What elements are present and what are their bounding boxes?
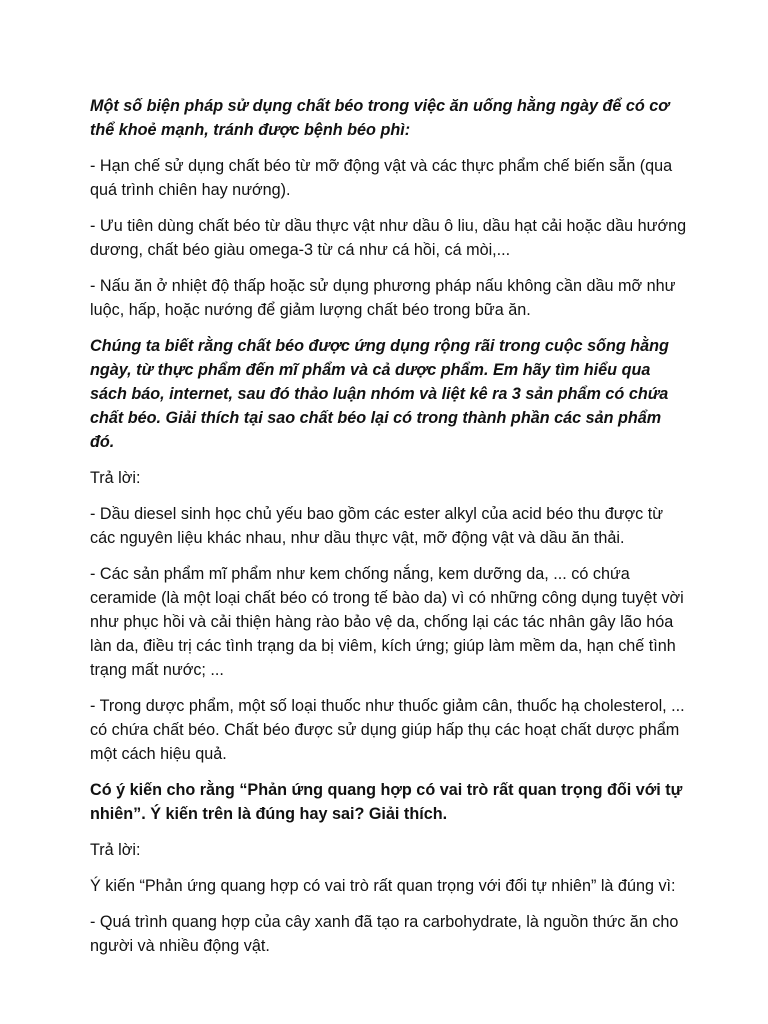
- heading-fat-usage-measures: Một số biện pháp sử dụng chất béo trong việc ăn uống hằng ngày để có cơ thể khoẻ mạnh, tránh được bệnh béo phì:: [90, 97, 670, 139]
- bullet-prefer-vegetable-oil: - Ưu tiên dùng chất béo từ dầu thực vật như dầu ô liu, dầu hạt cải hoặc dầu hướng dương, chất béo giàu omega-3 từ cá như cá hồi, cá mòi,...: [90, 217, 687, 259]
- answer-cosmetics: - Các sản phẩm mĩ phẩm như kem chống nắng, kem dưỡng da, ... có chứa ceramide (là một loại chất béo có trong tế bào da) vì có những công dụng tuyệt vời như phục hồi và cải thiện hàng rào bảo vệ da, chống lại các tác nhân gây lão hóa làn da, điều trị các tình trạng da bị viêm, kích ứng; giúp làm mềm da, hạn chế tình trạng mất nước; ...: [90, 565, 684, 679]
- answer-photosynthesis-carbohydrate: - Quá trình quang hợp của cây xanh đã tạo ra carbohydrate, là nguồn thức ăn cho người và nhiều động vật.: [90, 913, 679, 955]
- bullet-low-temperature-cooking: - Nấu ăn ở nhiệt độ thấp hoặc sử dụng phương pháp nấu không cần dầu mỡ như luộc, hấp, hoặc nướng để giảm lượng chất béo trong bữa ăn.: [90, 277, 676, 319]
- answer-photosynthesis-intro: Ý kiến “Phản ứng quang hợp có vai trò rất quan trọng với đối tự nhiên” là đúng vì:: [90, 877, 676, 895]
- answer-pharmaceuticals: - Trong dược phẩm, một số loại thuốc như thuốc giảm cân, thuốc hạ cholesterol, ... có chứa chất béo. Chất béo được sử dụng giúp hấp thụ các hoạt chất dược phẩm một cách hiệu quả.: [90, 697, 685, 763]
- answer-label-1: Trả lời:: [90, 469, 141, 487]
- question-fat-products: Chúng ta biết rằng chất béo được ứng dụng rộng rãi trong cuộc sống hằng ngày, từ thực phẩm đến mĩ phẩm và cả dược phẩm. Em hãy tìm hiểu qua sách báo, internet, sau đó thảo luận nhóm và liệt kê ra 3 sản phẩm có chứa chất béo. Giải thích tại sao chất béo lại có trong thành phần các sản phẩm đó.: [90, 337, 669, 451]
- bullet-limit-animal-fat: - Hạn chế sử dụng chất béo từ mỡ động vật và các thực phẩm chế biến sẵn (qua quá trình chiên hay nướng).: [90, 157, 673, 199]
- answer-biodiesel: - Dầu diesel sinh học chủ yếu bao gồm các ester alkyl của acid béo thu được từ các nguyên liệu khác nhau, như dầu thực vật, mỡ động vật và dầu ăn thải.: [90, 505, 664, 547]
- answer-label-2: Trả lời:: [90, 841, 141, 859]
- question-photosynthesis: Có ý kiến cho rằng “Phản ứng quang hợp có vai trò rất quan trọng đối với tự nhiên”. Ý kiến trên là đúng hay sai? Giải thích.: [90, 781, 683, 823]
